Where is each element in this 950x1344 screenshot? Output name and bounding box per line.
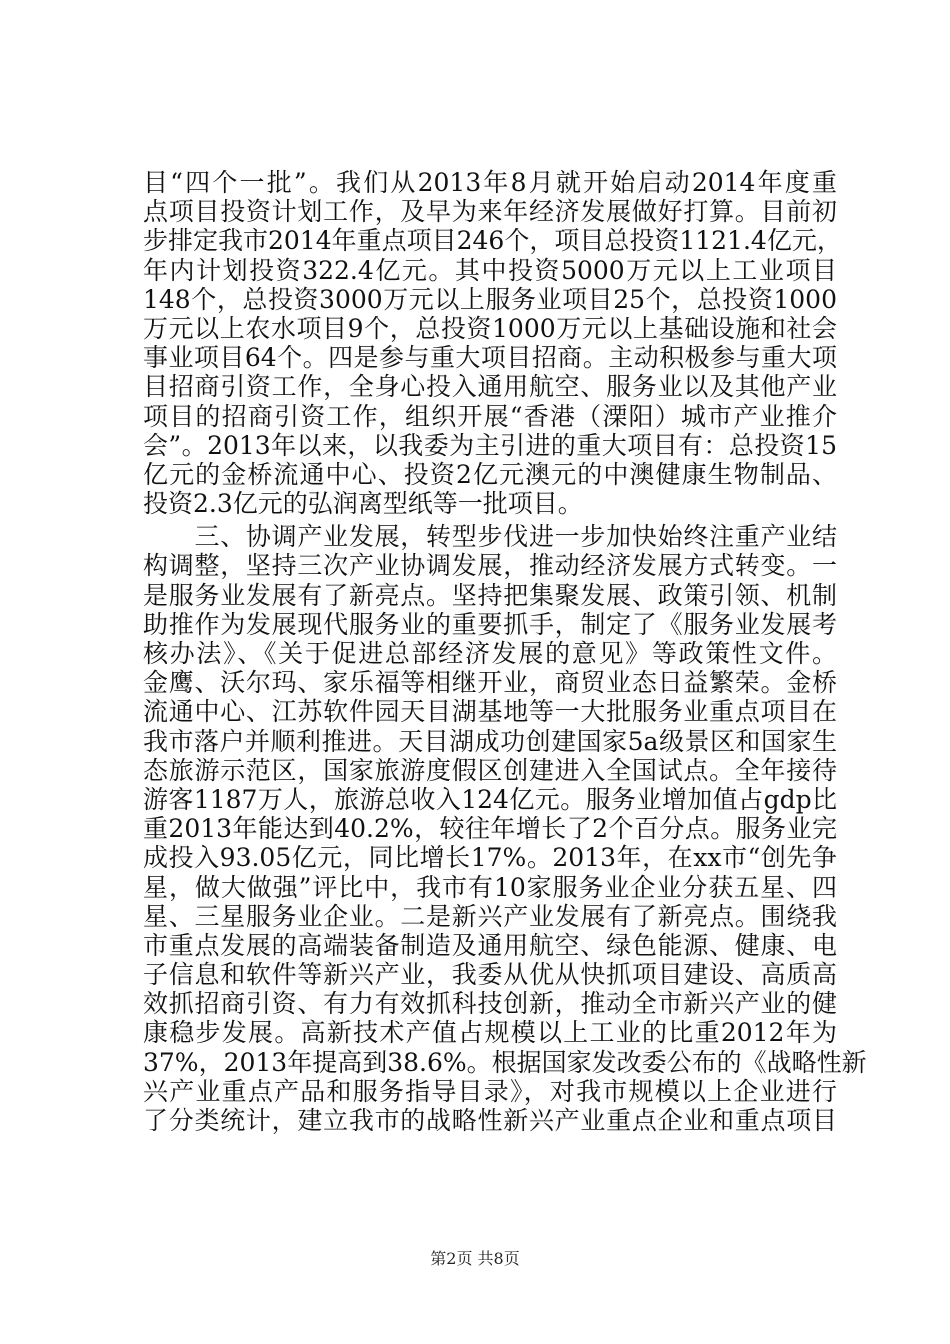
text-line: 37%，2013年提高到38.6%。根据国家发改委公布的《战略性新 xyxy=(143,1047,867,1077)
text-line: 星、三星服务业企业。二是新兴产业发展有了新亮点。围绕我 xyxy=(143,901,837,931)
text-line: 流通中心、江苏软件园天目湖基地等一大批服务业重点项目在 xyxy=(143,697,837,727)
text-line: 目招商引资工作，全身心投入通用航空、服务业以及其他产业 xyxy=(143,372,837,402)
document-body xyxy=(143,168,867,1135)
text-line: 兴产业重点产品和服务指导目录》，对我市规模以上企业进行 xyxy=(143,1076,837,1106)
text-line: 星，做大做强”评比中，我市有10家服务业企业分获五星、四 xyxy=(143,872,837,902)
text-line: 效抓招商引资、有力有效抓科技创新，推动全市新兴产业的健 xyxy=(143,989,837,1019)
text-line: 构调整，坚持三次产业协调发展，推动经济发展方式转变。一 xyxy=(143,551,837,581)
text-line: 三、协调产业发展，转型步伐进一步加快始终注重产业结 xyxy=(143,522,837,552)
text-line: 重2013年能达到40.2%，较往年增长了2个百分点。服务业完 xyxy=(143,814,837,844)
text-line: 康稳步发展。高新技术产值占规模以上工业的比重2012年为 xyxy=(143,1018,837,1048)
text-line: 投资2.3亿元的弘润离型纸等一批项目。 xyxy=(143,489,583,519)
text-line: 年内计划投资322.4亿元。其中投资5000万元以上工业项目 xyxy=(143,255,837,285)
text-line: 助推作为发展现代服务业的重要抓手，制定了《服务业发展考 xyxy=(143,609,837,639)
text-line: 态旅游示范区，国家旅游度假区创建进入全国试点。全年接待 xyxy=(143,755,837,785)
text-line: 是服务业发展有了新亮点。坚持把集聚发展、政策引领、机制 xyxy=(143,580,837,610)
text-line: 子信息和软件等新兴产业，我委从优从快抓项目建设、高质高 xyxy=(143,960,837,990)
text-line: 亿元的金桥流通中心、投资2亿元澳元的中澳健康生物制品、 xyxy=(143,459,837,489)
text-line: 核办法》、《关于促进总部经济发展的意见》等政策性文件。 xyxy=(143,639,837,668)
text-line: 目“四个一批”。我们从2013年8月就开始启动2014年度重 xyxy=(143,168,837,197)
text-line: 游客1187万人，旅游总收入124亿元。服务业增加值占gdp比 xyxy=(143,784,837,814)
text-line: 了分类统计，建立我市的战略性新兴产业重点企业和重点项目 xyxy=(143,1106,837,1135)
text-line: 市重点发展的高端装备制造及通用航空、绿色能源、健康、电 xyxy=(143,930,837,960)
text-line: 会”。2013年以来，以我委为主引进的重大项目有：总投资15 xyxy=(143,430,837,460)
text-line: 148个，总投资3000万元以上服务业项目25个，总投资1000 xyxy=(143,284,837,314)
page-footer: 第2页 共8页 xyxy=(430,1249,520,1268)
text-line: 步排定我市2014年重点项目246个，项目总投资1121.4亿元， xyxy=(143,226,842,256)
text-line: 成投入93.05亿元，同比增长17%。2013年，在xx市“创先争 xyxy=(143,843,837,873)
text-line: 项目的招商引资工作，组织开展“香港（溧阳）城市产业推介 xyxy=(143,401,837,431)
text-line: 事业项目64个。四是参与重大项目招商。主动积极参与重大项 xyxy=(143,343,837,373)
text-line: 点项目投资计划工作，及早为来年经济发展做好打算。目前初 xyxy=(143,197,837,227)
text-line: 我市落户并顺利推进。天目湖成功创建国家5a级景区和国家生 xyxy=(143,726,837,756)
paragraph-2 xyxy=(143,522,867,1135)
text-line: 万元以上农水项目9个，总投资1000万元以上基础设施和社会 xyxy=(143,313,837,343)
paragraph-1 xyxy=(143,168,842,519)
text-line: 金鹰、沃尔玛、家乐福等相继开业，商贸业态日益繁荣。金桥 xyxy=(143,668,837,698)
